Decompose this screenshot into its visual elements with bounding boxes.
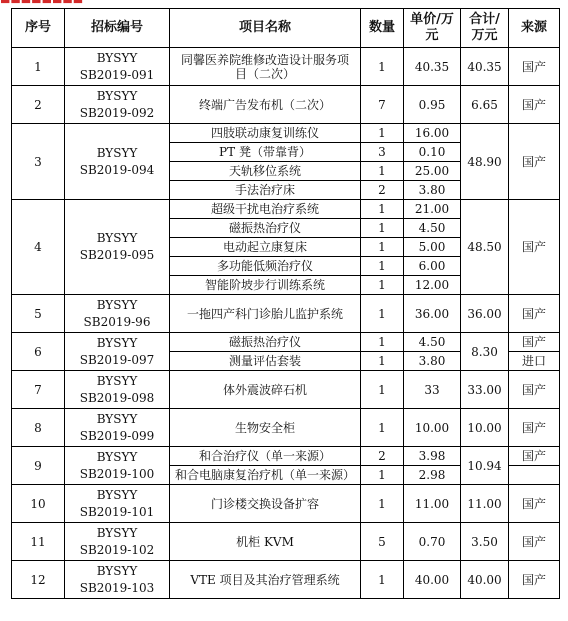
cell-origin: 国产 [509,295,560,333]
cell-origin: 国产 [509,523,560,561]
cell-qty: 1 [361,276,404,295]
cell-qty: 1 [361,485,404,523]
header-total: 合计/ 万元 [461,9,509,48]
cell-price: 12.00 [404,276,461,295]
cell-qty: 1 [361,333,404,352]
cell-origin: 国产 [509,200,560,295]
cropped-heading-fragment: ▬▬▬▬▬▬▬▬ [0,0,84,7]
table-row [12,409,560,447]
cell-total: 10.94 [461,447,509,485]
cell-total: 11.00 [461,485,509,523]
cell-code: BYSYY SB2019-098 [65,371,170,409]
cell-item: 多功能低频治疗仪 [170,257,361,276]
cell-total: 6.65 [461,86,509,124]
cell-price: 3.98 [404,447,461,466]
cell-item: 测量评估套装 [170,352,361,371]
cell-item: 天轨移位系统 [170,162,361,181]
header-origin: 来源 [509,9,560,48]
cell-item: VTE 项目及其治疗管理系统 [170,561,361,599]
cell-qty: 7 [361,86,404,124]
cell-item: 一拖四产科门诊胎儿监护系统 [170,295,361,333]
cell-price: 3.80 [404,352,461,371]
cell-price: 40.35 [404,48,461,86]
cell-item: 生物安全柜 [170,409,361,447]
cell-item: 手法治疗床 [170,181,361,200]
cell-price: 2.98 [404,466,461,485]
cell-no: 10 [12,485,65,523]
cell-code: BYSYY SB2019-095 [65,200,170,295]
cell-price: 33 [404,371,461,409]
cell-total: 48.90 [461,124,509,200]
cell-item: 机柜 KVM [170,523,361,561]
cell-total: 3.50 [461,523,509,561]
table-row [12,447,560,466]
cell-qty: 1 [361,219,404,238]
cell-price: 3.80 [404,181,461,200]
cell-code: BYSYY SB2019-094 [65,124,170,200]
cell-item: 电动起立康复床 [170,238,361,257]
cell-price: 25.00 [404,162,461,181]
cell-total: 33.00 [461,371,509,409]
cell-origin: 国产 [509,371,560,409]
cell-code: BYSYY SB2019-097 [65,333,170,371]
cell-qty: 1 [361,257,404,276]
cell-price: 4.50 [404,333,461,352]
cell-qty: 1 [361,561,404,599]
cell-no: 11 [12,523,65,561]
cell-qty: 1 [361,238,404,257]
cell-total: 36.00 [461,295,509,333]
cell-origin: 国产 [509,485,560,523]
cell-code: BYSYY SB2019-092 [65,86,170,124]
cell-code: BYSYY SB2019-091 [65,48,170,86]
cell-code: BYSYY SB2019-100 [65,447,170,485]
header-price: 单价/万 元 [404,9,461,48]
cell-total: 48.50 [461,200,509,295]
cell-qty: 1 [361,162,404,181]
cell-origin: 国产 [509,124,560,200]
cell-qty: 5 [361,523,404,561]
table-row [12,333,560,352]
cell-code: BYSYY SB2019-099 [65,409,170,447]
cell-item: 同馨医养院维修改造设计服务项目（二次） [170,48,361,86]
cell-no: 12 [12,561,65,599]
header-item: 项目名称 [170,9,361,48]
cell-item: PT 凳（带靠背） [170,143,361,162]
cell-no: 4 [12,200,65,295]
cell-qty: 1 [361,200,404,219]
cell-no: 8 [12,409,65,447]
cell-qty: 1 [361,295,404,333]
table-row [12,48,560,86]
table-row [12,561,560,599]
cell-item: 智能阶坡步行训练系统 [170,276,361,295]
cell-item: 磁振热治疗仪 [170,333,361,352]
cell-origin: 国产 [509,333,560,352]
cell-qty: 3 [361,143,404,162]
cell-origin: 国产 [509,48,560,86]
table-row [12,295,560,333]
cell-price: 0.70 [404,523,461,561]
cell-qty: 1 [361,409,404,447]
cell-qty: 1 [361,352,404,371]
cell-code: BYSYY SB2019-96 [65,295,170,333]
table-row [12,523,560,561]
cell-origin: 国产 [509,561,560,599]
cell-item: 门诊楼交换设备扩容 [170,485,361,523]
cell-qty: 1 [361,371,404,409]
cell-price: 0.10 [404,143,461,162]
cell-total: 10.00 [461,409,509,447]
cell-origin: 国产 [509,86,560,124]
table-row [12,485,560,523]
cell-price: 6.00 [404,257,461,276]
cell-total: 40.35 [461,48,509,86]
cell-no: 7 [12,371,65,409]
table-row [12,124,560,143]
header-qty: 数量 [361,9,404,48]
header-code: 招标编号 [65,9,170,48]
cell-code: BYSYY SB2019-101 [65,485,170,523]
cell-no: 6 [12,333,65,371]
cell-item: 终端广告发布机（二次） [170,86,361,124]
cell-code: BYSYY SB2019-102 [65,523,170,561]
header-no: 序号 [12,9,65,48]
cell-qty: 1 [361,124,404,143]
cell-price: 21.00 [404,200,461,219]
cell-code: BYSYY SB2019-103 [65,561,170,599]
table-row [12,86,560,124]
cell-no: 1 [12,48,65,86]
cell-item: 四肢联动康复训练仪 [170,124,361,143]
cell-price: 4.50 [404,219,461,238]
cell-origin [509,466,560,485]
cell-price: 10.00 [404,409,461,447]
cell-no: 5 [12,295,65,333]
table-row [12,371,560,409]
cell-origin: 国产 [509,409,560,447]
cell-item: 磁振热治疗仪 [170,219,361,238]
cell-no: 2 [12,86,65,124]
cell-qty: 1 [361,466,404,485]
procurement-table [11,8,560,599]
cell-item: 超级干扰电治疗系统 [170,200,361,219]
cell-item: 和合治疗仪（单一来源） [170,447,361,466]
cell-price: 16.00 [404,124,461,143]
cell-qty: 1 [361,48,404,86]
cell-origin: 进口 [509,352,560,371]
cell-item: 和合电脑康复治疗机（单一来源） [170,466,361,485]
cell-price: 0.95 [404,86,461,124]
cell-origin: 国产 [509,447,560,466]
cell-price: 36.00 [404,295,461,333]
table-row [12,200,560,219]
cell-qty: 2 [361,181,404,200]
cell-price: 40.00 [404,561,461,599]
cell-qty: 2 [361,447,404,466]
cell-item: 体外震波碎石机 [170,371,361,409]
header-row [12,9,560,48]
cell-total: 8.30 [461,333,509,371]
cell-price: 11.00 [404,485,461,523]
cell-no: 3 [12,124,65,200]
cell-no: 9 [12,447,65,485]
cell-total: 40.00 [461,561,509,599]
cell-price: 5.00 [404,238,461,257]
